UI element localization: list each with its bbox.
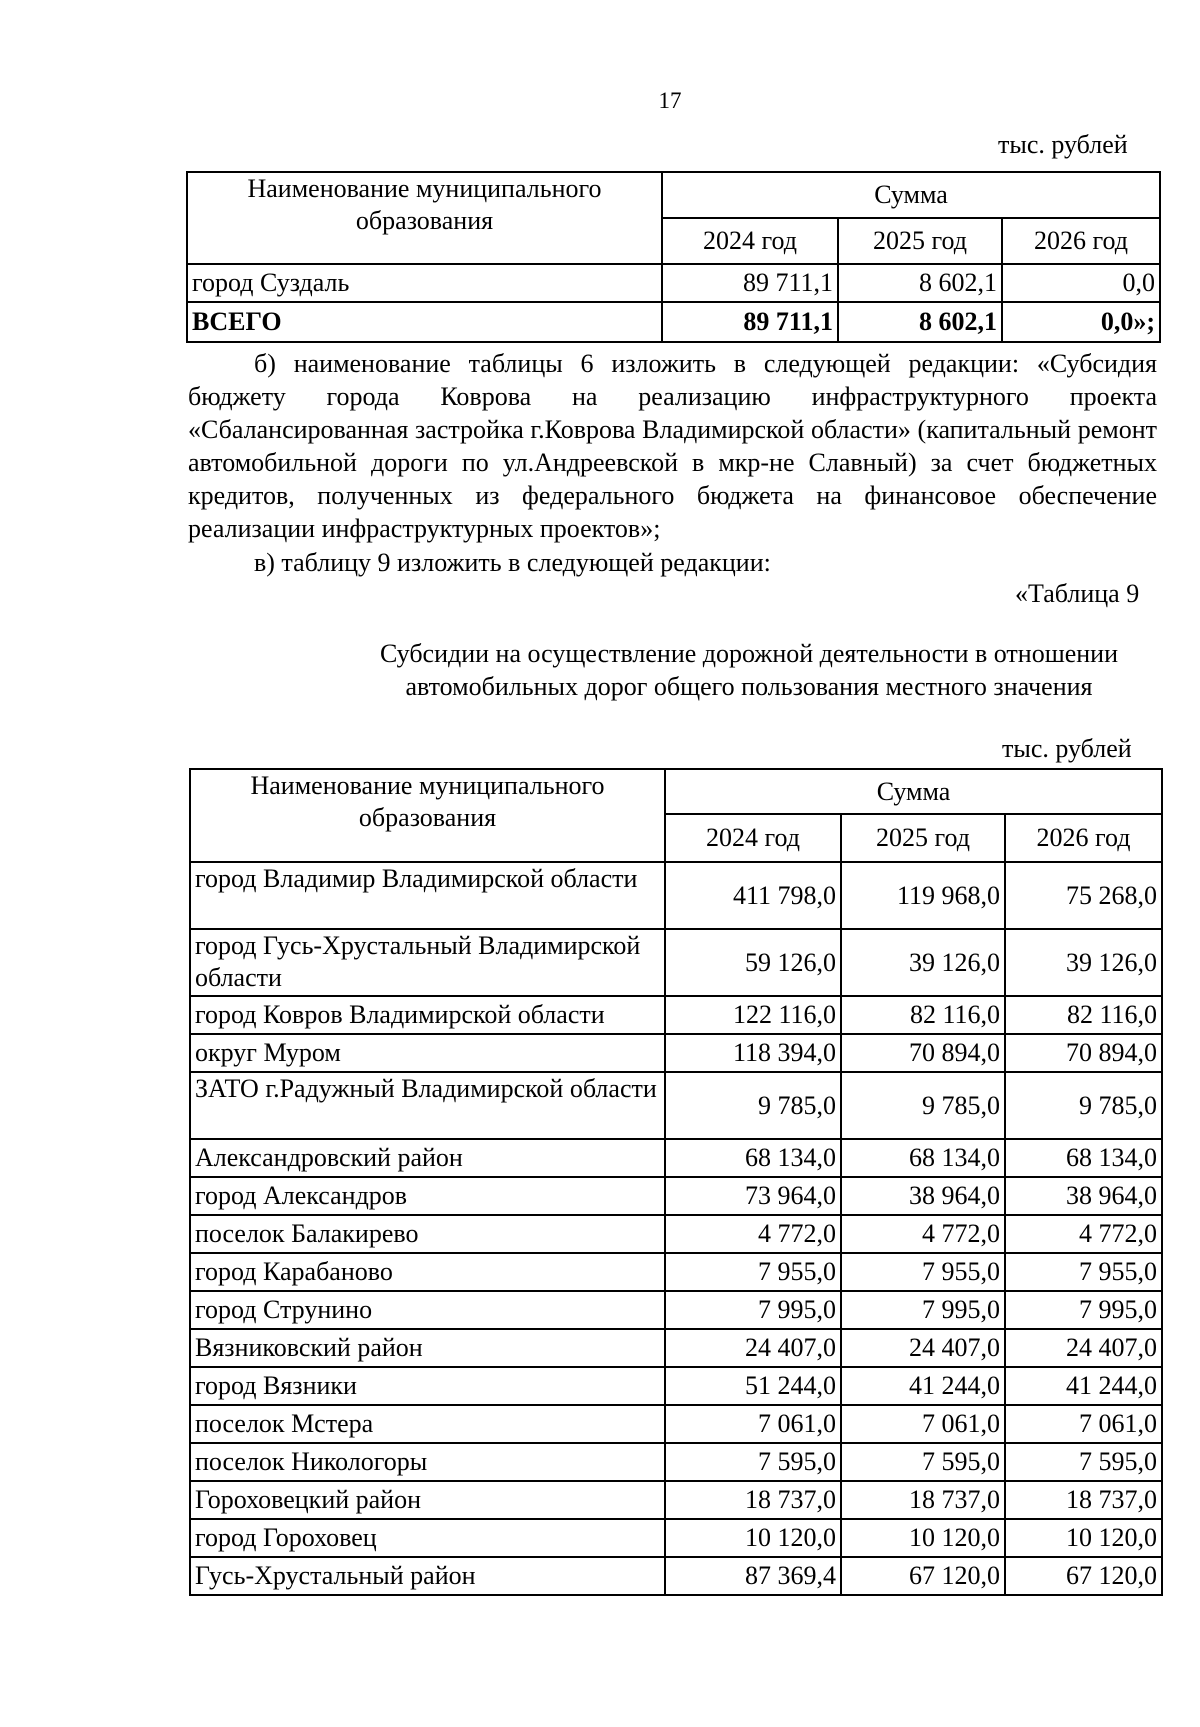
value-2026: 41 244,0 [1005, 1367, 1162, 1405]
value-2026: 75 268,0 [1005, 862, 1162, 929]
row-name: город Владимир Владимирской области [190, 862, 665, 929]
table-row [190, 1519, 1162, 1557]
table2-header-year: 2024 год [665, 814, 841, 862]
total-row [187, 302, 1160, 342]
value-2026: 4 772,0 [1005, 1215, 1162, 1253]
value-2024: 411 798,0 [665, 862, 841, 929]
value-2026: 39 126,0 [1005, 929, 1162, 996]
value-2026: 68 134,0 [1005, 1139, 1162, 1177]
value-2024: 9 785,0 [665, 1072, 841, 1139]
table-caption-line-2: автомобильных дорог общего пользования местного значения [405, 672, 1093, 701]
value-2025: 82 116,0 [841, 996, 1005, 1034]
value-2025: 38 964,0 [841, 1177, 1005, 1215]
total-2025: 8 602,1 [838, 302, 1002, 342]
table-row [190, 862, 1162, 929]
table1-header-sum: Сумма [662, 172, 1160, 218]
table-caption-line-1: Субсидии на осуществление дорожной деятельности в отношении [379, 639, 1119, 668]
row-name: город Гороховец [190, 1519, 665, 1557]
value-2024: 73 964,0 [665, 1177, 841, 1215]
value-2025: 70 894,0 [841, 1034, 1005, 1072]
row-name: ЗАТО г.Радужный Владимирской области [190, 1072, 665, 1139]
table1-header-year: 2024 год [662, 218, 838, 264]
value-2026: 18 737,0 [1005, 1481, 1162, 1519]
table-2 [189, 768, 1163, 1596]
table-row [190, 1367, 1162, 1405]
row-name: Александровский район [190, 1139, 665, 1177]
table-row [190, 1072, 1162, 1139]
value-2025: 24 407,0 [841, 1329, 1005, 1367]
total-label: ВСЕГО [187, 302, 662, 342]
value-2026: 10 120,0 [1005, 1519, 1162, 1557]
row-name: город Гусь-Хрустальный Владимирской области [190, 929, 665, 996]
row-name: Вязниковский район [190, 1329, 665, 1367]
row-name: округ Муром [190, 1034, 665, 1072]
table-row [190, 1034, 1162, 1072]
value-2024: 51 244,0 [665, 1367, 841, 1405]
value-2024: 10 120,0 [665, 1519, 841, 1557]
value-2024: 7 955,0 [665, 1253, 841, 1291]
value-2025: 39 126,0 [841, 929, 1005, 996]
table1-header-name: Наименование муниципального образования [187, 172, 662, 264]
table2-header-year: 2026 год [1005, 814, 1162, 862]
value-2025: 4 772,0 [841, 1215, 1005, 1253]
value-2024: 18 737,0 [665, 1481, 841, 1519]
value-2024: 4 772,0 [665, 1215, 841, 1253]
table2-header-name: Наименование муниципального образования [190, 769, 665, 862]
value-2026: 24 407,0 [1005, 1329, 1162, 1367]
row-name: город Ковров Владимирской области [190, 996, 665, 1034]
value-2024: 122 116,0 [665, 996, 841, 1034]
table-row [190, 1139, 1162, 1177]
value-2024: 68 134,0 [665, 1139, 841, 1177]
value-2025: 18 737,0 [841, 1481, 1005, 1519]
table2-header-year: 2025 год [841, 814, 1005, 862]
table-row [190, 1405, 1162, 1443]
table-row [190, 1481, 1162, 1519]
value-2024: 118 394,0 [665, 1034, 841, 1072]
row-name: поселок Балакирево [190, 1215, 665, 1253]
table1-header-year: 2026 год [1002, 218, 1160, 264]
row-name: город Карабаново [190, 1253, 665, 1291]
table-label: «Таблица 9 [1015, 579, 1140, 608]
total-2024: 89 711,1 [662, 302, 838, 342]
value-2026: 0,0 [1002, 264, 1160, 302]
row-name: город Суздаль [187, 264, 662, 302]
value-2025: 67 120,0 [841, 1557, 1005, 1595]
value-2024: 24 407,0 [665, 1329, 841, 1367]
page-number: 17 [658, 88, 682, 113]
value-2025: 68 134,0 [841, 1139, 1005, 1177]
value-2024: 59 126,0 [665, 929, 841, 996]
total-2026: 0,0»; [1002, 302, 1160, 342]
value-2024: 7 995,0 [665, 1291, 841, 1329]
table-row [190, 1557, 1162, 1595]
row-name: Гороховецкий район [190, 1481, 665, 1519]
row-name: город Александров [190, 1177, 665, 1215]
table-row [190, 1443, 1162, 1481]
table-row [190, 1253, 1162, 1291]
row-name: город Струнино [190, 1291, 665, 1329]
value-2025: 7 955,0 [841, 1253, 1005, 1291]
value-2026: 9 785,0 [1005, 1072, 1162, 1139]
row-name: поселок Никологоры [190, 1443, 665, 1481]
value-2024: 89 711,1 [662, 264, 838, 302]
value-2026: 67 120,0 [1005, 1557, 1162, 1595]
value-2026: 70 894,0 [1005, 1034, 1162, 1072]
paragraph-b: б) наименование таблицы 6 изложить в следующей редакции: «Субсидия бюджету города Коврова на реализацию инфраструктурного проекта «Сбалансированная застройка г.Коврова Владимирской области» (капитальный ремонт автомобильной дороги по ул.Андреевской в мкр-не Славный) за счет бюджетных кредитов, полученных из федерального бюджета на финансовое обеспечение реализации инфраструктурных проектов»; [188, 349, 1157, 543]
value-2025: 119 968,0 [841, 862, 1005, 929]
value-2024: 7 061,0 [665, 1405, 841, 1443]
value-2026: 7 595,0 [1005, 1443, 1162, 1481]
table-row [190, 996, 1162, 1034]
table-row [187, 264, 1160, 302]
value-2025: 7 595,0 [841, 1443, 1005, 1481]
value-2025: 7 061,0 [841, 1405, 1005, 1443]
value-2025: 7 995,0 [841, 1291, 1005, 1329]
value-2025: 8 602,1 [838, 264, 1002, 302]
row-name: город Вязники [190, 1367, 665, 1405]
value-2024: 87 369,4 [665, 1557, 841, 1595]
table-row [190, 1291, 1162, 1329]
row-name: Гусь-Хрустальный район [190, 1557, 665, 1595]
table-row [190, 929, 1162, 996]
value-2025: 41 244,0 [841, 1367, 1005, 1405]
table1-header-year: 2025 год [838, 218, 1002, 264]
table2-header-sum: Сумма [665, 769, 1162, 814]
value-2025: 9 785,0 [841, 1072, 1005, 1139]
value-2025: 10 120,0 [841, 1519, 1005, 1557]
paragraph-v: в) таблицу 9 изложить в следующей редакции: [254, 548, 771, 577]
row-name: поселок Мстера [190, 1405, 665, 1443]
value-2026: 7 061,0 [1005, 1405, 1162, 1443]
value-2024: 7 595,0 [665, 1443, 841, 1481]
value-2026: 38 964,0 [1005, 1177, 1162, 1215]
table1-units: тыс. рублей [998, 130, 1128, 159]
table-row [190, 1177, 1162, 1215]
value-2026: 7 995,0 [1005, 1291, 1162, 1329]
value-2026: 82 116,0 [1005, 996, 1162, 1034]
value-2026: 7 955,0 [1005, 1253, 1162, 1291]
table-1 [186, 171, 1161, 343]
table-row [190, 1215, 1162, 1253]
table2-units: тыс. рублей [1002, 734, 1132, 763]
table-row [190, 1329, 1162, 1367]
